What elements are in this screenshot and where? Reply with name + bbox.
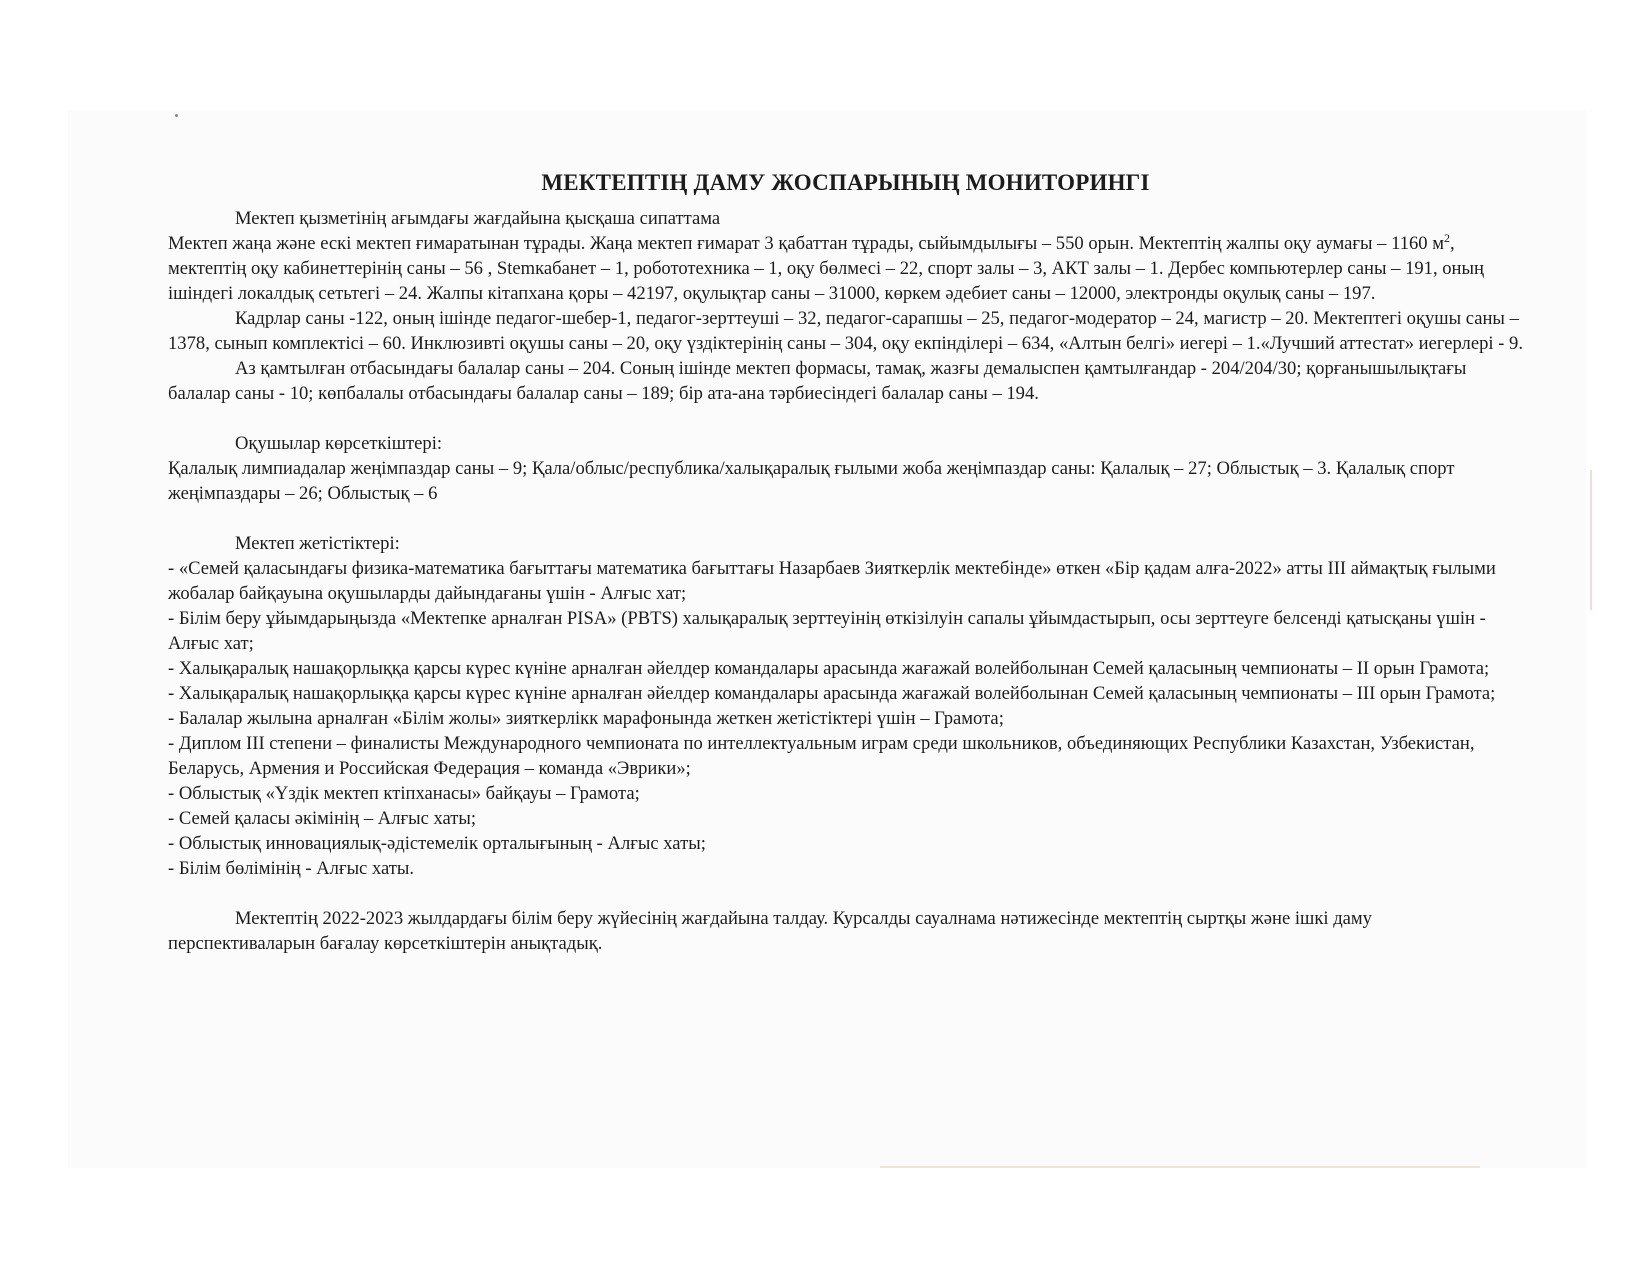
spacer (168, 406, 1523, 431)
achievements-list (168, 556, 1523, 881)
list-item: - «Семей қаласындағы физика-математика бағыттағы математика бағыттағы Назарбаев Зияткерлік мектебінде» өткен «Бір қадам алға-2022» атты ІІІ аймақтық ғылыми жобалар байқауына оқушыларды дайындағаны үшін - Алғыс хат; (168, 558, 1496, 604)
list-item: - Халықаралық нашақорлыққа қарсы күрес күніне арналған әйелдер командалары арасында жағажай волейболынан Семей қаласының чемпионаты – ІІ орын Грамота; (168, 658, 1490, 679)
students-paragraph: Қалалық лимпиадалар жеңімпаздар саны – 9; Қала/облыс/республика/халықаралық ғылыми жоба жеңімпаздар саны: Қалалық – 27; Облыстық – 3. Қалалық спорт жеңімпаздары – 26; Облыстық – 6 (168, 458, 1455, 504)
list-item: - Білім бөлімінің - Алғыс хаты. (168, 858, 415, 879)
scan-speck (175, 114, 178, 117)
document-title: МЕКТЕПТІҢ ДАМУ ЖОСПАРЫНЫҢ МОНИТОРИНГІ (541, 170, 1150, 195)
scan-edge-mark (880, 1166, 1480, 1168)
analysis-paragraph: Мектептің 2022-2023 жылдардағы білім беру жүйесінің жағдайына талдау. Курсалды сауалнама нәтижесінде мектептің сыртқы және ішкі даму перспективаларын бағалау көрсеткіштерін анықтадық. (168, 908, 1372, 954)
overview-paragraph-facilities (168, 231, 1523, 306)
area-unit-superscript: 2 (1444, 230, 1451, 245)
overview-heading: Мектеп қызметінің ағымдағы жағдайына қысқаша сипаттама (235, 208, 721, 229)
document-body (168, 168, 1523, 956)
list-item: - Халықаралық нашақорлыққа қарсы күрес күніне арналған әйелдер командалары арасында жағажай волейболынан Семей қаласының чемпионаты – ІІІ орын Грамота; (168, 683, 1496, 704)
list-item: - Облыстық «Үздік мектеп ктіпханасы» байқауы – Грамота; (168, 783, 640, 804)
list-item: - Семей қаласы әкімінің – Алғыс хаты; (168, 808, 477, 829)
list-item: - Диплом ІІІ степени – финалисты Международного чемпионата по интеллектуальным играм среди школьников, объединяющих Республики Казахстан, Узбекистан, Беларусь, Армения и Российская Федерация – команда «Эврики»; (168, 733, 1475, 779)
facilities-text-a: Мектеп жаңа және ескі мектеп ғимаратынан тұрады. Жаңа мектеп ғимарат 3 қабаттан тұрады, сыйымдылығы – 550 орын. Мектептің жалпы оқу аумағы – 1160 м (168, 233, 1445, 254)
achievements-heading: Мектеп жетістіктері: (235, 533, 400, 554)
overview-paragraph-families: Аз қамтылған отбасындағы балалар саны – 204. Соның ішінде мектеп формасы, тамақ, жазғы демалыспен қамтылғандар - 204/204/30; қорғанышылықтағы балалар саны - 10; көпбалалы отбасындағы балалар саны – 189; бір ата-ана тәрбиесіндегі балалар саны – 194. (168, 358, 1467, 404)
students-heading: Оқушылар көрсеткіштері: (235, 433, 443, 454)
facilities-text-b: , мектептің оқу кабинеттерінің саны – 56 , Stemкабанет – 1, робототехника – 1, оқу бөлмесі – 22, спорт залы – 3, АКТ залы – 1. Дербес компьютерлер саны – 191, оның ішіндегі локалдық сетьтегі – 24. Жалпы кітапхана қоры – 42197, оқулықтар саны – 31000, көркем әдебиет саны – 12000, электронды оқулық саны – 197. (168, 233, 1484, 304)
spacer (168, 506, 1523, 531)
scan-edge-mark (1590, 470, 1592, 610)
list-item: - Балалар жылына арналған «Білім жолы» зияткерлікк марафонында жеткен жетістіктері үшін – Грамота; (168, 708, 1004, 729)
overview-paragraph-staff: Кадрлар саны -122, оның ішінде педагог-шебер-1, педагог-зерттеуші – 32, педагог-сарапшы – 25, педагог-модератор – 24, магистр – 20. Мектептегі оқушы саны – 1378, сынып комплектісі – 60. Инклюзивті оқушы саны – 20, оқу үздіктерінің саны – 304, оқу екпінділері – 634, «Алтын белгі» иегері – 1.«Лучший аттестат» иегерлері - 9. (168, 308, 1523, 354)
spacer (168, 881, 1523, 906)
list-item: - Білім беру ұйымдарыңызда «Мектепке арналған PISA» (PBTS) халықаралық зерттеуінің өткізілуін сапалы ұйымдастырып, осы зерттеуге белсенді қатысқаны үшін - Алғыс хат; (168, 608, 1486, 654)
list-item: - Облыстық инновациялық-әдістемелік орталығының - Алғыс хаты; (168, 833, 706, 854)
